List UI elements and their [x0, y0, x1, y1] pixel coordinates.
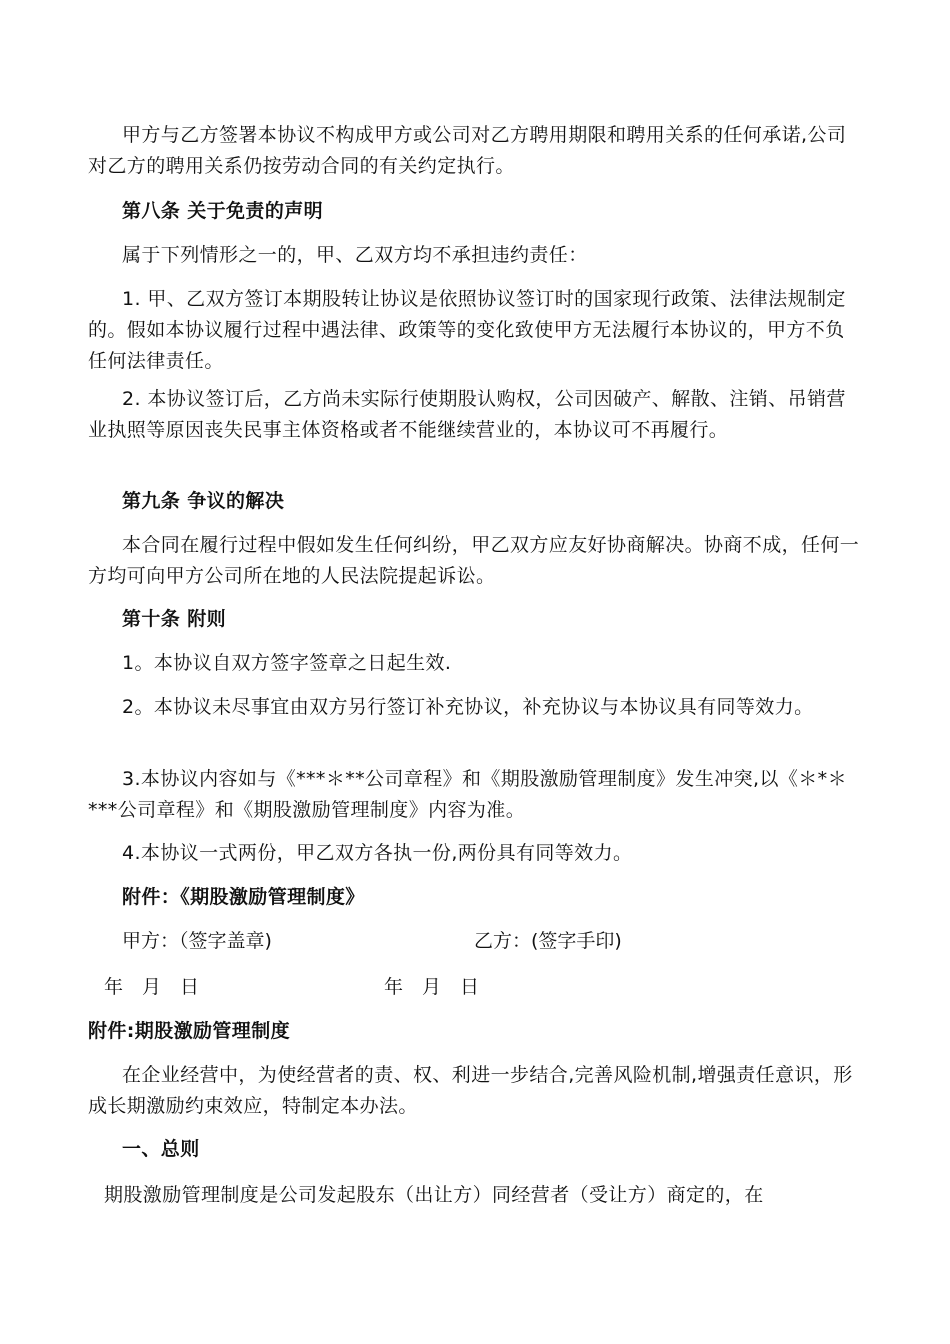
article-10-item-3: 3.本协议内容如与《***＊**公司章程》和《期股激励管理制度》发生冲突,以《＊*＊***公司章程》和《期股激励管理制度》内容为准。 [88, 768, 847, 821]
employment-clause-paragraph: 甲方与乙方签署本协议不构成甲方或公司对乙方聘用期限和聘用关系的任何承诺,公司对乙方的聘用关系仍按劳动合同的有关约定执行。 [88, 124, 847, 177]
article-10-item-4: 4.本协议一式两份，甲乙双方各执一份,两份具有同等效力。 [122, 842, 633, 864]
article-9-text: 本合同在履行过程中假如发生任何纠纷，甲乙双方应友好协商解决。协商不成，任何一方均可向甲方公司所在地的人民法院提起诉讼。 [88, 534, 860, 587]
attachment-intro: 在企业经营中，为使经营者的责、权、利进一步结合,完善风险机制,增强责任意识，形成长期激励约束效应，特制定本办法。 [88, 1064, 853, 1117]
party-a-signature-label: 甲方：（签字盖章) [122, 930, 272, 952]
article-10-heading: 第十条 附则 [122, 608, 227, 630]
article-8-item-1: 1. 甲、乙双方签订本期股转让协议是依照协议签订时的国家现行政策、法律法规制定的。假如本协议履行过程中遇法律、政策等的变化致使甲方无法履行本协议的，甲方不负任何法律责任。 [88, 288, 846, 372]
article-8-item-2: 2. 本协议签订后，乙方尚未实际行使期股认购权，公司因破产、解散、注销、吊销营业执照等原因丧失民事主体资格或者不能继续营业的，本协议可不再履行。 [88, 388, 846, 441]
party-a-date: 年 月 日 [104, 976, 200, 998]
article-8-heading: 第八条 关于免责的声明 [122, 200, 324, 222]
section-1-heading: 一、总则 [122, 1138, 200, 1160]
attachment-title: 附件:期股激励管理制度 [88, 1020, 290, 1042]
section-1-text: 期股激励管理制度是公司发起股东（出让方）同经营者（受让方）商定的，在 [104, 1184, 764, 1206]
party-b-date: 年 月 日 [384, 976, 480, 998]
article-10-item-1: 1。本协议自双方签字签章之日起生效. [122, 652, 452, 674]
article-9-heading: 第九条 争议的解决 [122, 490, 285, 512]
attachment-reference: 附件：《期股激励管理制度》 [122, 886, 365, 908]
article-8-intro: 属于下列情形之一的，甲、乙双方均不承担违约责任： [122, 244, 588, 266]
article-10-item-2: 2。本协议未尽事宜由双方另行签订补充协议，补充协议与本协议具有同等效力。 [122, 696, 814, 718]
party-b-signature-label: 乙方：(签字手印) [474, 930, 622, 952]
